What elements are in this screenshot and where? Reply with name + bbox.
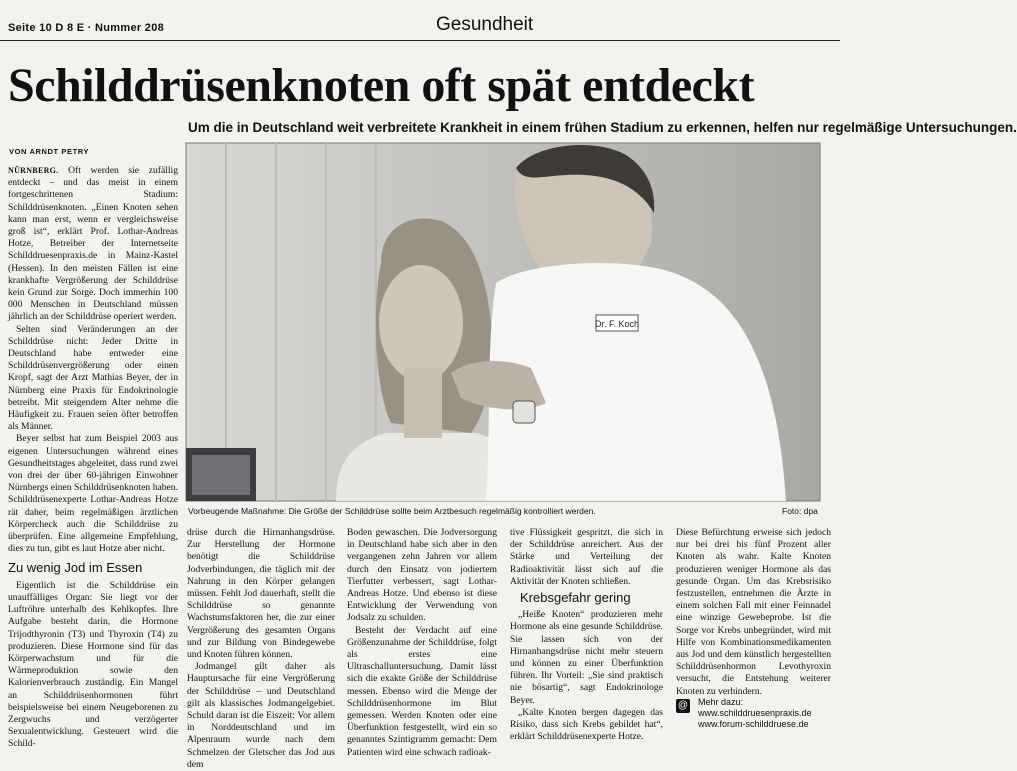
photo-caption: Vorbeugende Maßnahme: Die Größe der Schilddrüse sollte beim Arztbesuch regelmäßig kontrolliert werden. [188, 506, 596, 516]
link-schilddruesenpraxis[interactable]: www.schilddruesenpraxis.de [698, 708, 812, 718]
paragraph: Boden gewaschen. Die Jodversorgung in Deutschland habe sich aber in den vergangenen zehn Jahren vor allem durch den Einsatz von jodiertem Tierfutter verbessert, sagt Lothar-Andreas Hotze. Und ebenso ist diese Entwicklung der Verwendung von Jodsalz zu schulden. [347, 527, 497, 624]
at-sign-icon: @ [677, 700, 689, 711]
photo-illustration [186, 143, 820, 501]
column-5 [676, 527, 831, 695]
subheading: Zu wenig Jod im Essen [8, 559, 143, 575]
article-photo [186, 143, 820, 501]
byline: VON ARNDT PETRY [9, 147, 90, 156]
dateline: NÜRNBERG. [8, 166, 59, 175]
link-forum-schilddruese[interactable]: www.forum-schilddruese.de [698, 719, 809, 729]
paragraph: Eigentlich ist die Schilddrüse ein unauffälliges Organ: Sie liegt vor der Luftröhre unterhalb des Kehlkopfes. Ihre Aufgabe besteht darin, die Hormone Trijodthyronin (T3) und Thyroxin (T4) zu produzieren. Diese Hormone sind für das Körperwachstum und für die Wärmeproduktion sowie den Kalorienverbrauch zuständig. Ein Mangel an Schilddrüsenhormonen führt beispielsweise bei einem Neugeborenen zu Zergwuchs und verzögerter Sexualentwicklung. Gesteuert wird die Schild- [8, 579, 178, 750]
headline: Schilddrüsenknoten oft spät entdeckt [8, 59, 755, 112]
more-info-text [698, 697, 836, 730]
doctor-name-tag: Dr. F. Koch [594, 319, 640, 329]
paragraph: Jodmangel gilt daher als Hauptursache für eine Vergrößerung der Schilddrüse – und Deutschland gilt als klassisches Jodmangelgebiet. Schuld daran ist die Eiszeit: Vor allem in Norddeutschland und im Alpenraum wurde nach dem Schmelzen der Gletscher das Jod aus dem [187, 661, 335, 770]
subheading: Krebsgefahr gering [520, 590, 631, 606]
subheadline [188, 120, 1017, 135]
paragraph: Besteht der Verdacht auf eine Größenzunahme der Schilddrüse, folgt als erstes eine Ultraschalluntersuchung. Damit lässt sich die exakte Größe der Schilddrüse messen. Ebenso wird die Menge der Schilddrüsenhormone im Blut gemessen. Werden Knoten oder eine Überfunktion festgestellt, wird ein so genanntes Szintigramm gemacht: Dem Patienten wird eine schwach radioak- [347, 624, 497, 758]
more-info-box [676, 697, 836, 730]
column-3 [347, 527, 497, 758]
section-title: Gesundheit [436, 14, 534, 35]
paragraph: „Kalte Knoten bergen dagegen das Risiko, dass sich Krebs gebildet hat“, erklärt Schilddrüsenexperte Hotze. [510, 706, 663, 743]
photo-credit: Foto: dpa [782, 506, 818, 516]
subheadline-text: Um die in Deutschland weit verbreitete Krankheit in einem frühen Stadium zu erkennen, helfen nur regelmäßige Untersuchungen. [188, 120, 1017, 135]
paragraph: Diese Befürchtung erweise sich jedoch nur bei drei bis fünf Prozent aller Knoten als wahr. Kalte Knoten produzieren weniger Hormone als das gesunde Organ. Um das Krebsrisiko festzustellen, entnehmen die Ärzte in einem solchen Fall mit einer Feinnadel eine winzige Gewebeprobe. Ist die Sorge vor Krebs unbegründet, wird mit Hilfe von Kombinationsmedikamenten aus Jod und dem künstlich hergestellten Schilddrüsenhormon Levothyroxin versucht, die Entstehung weiterer Knoten zu verhindern. [676, 527, 831, 697]
paragraph: tive Flüssigkeit gespritzt, die sich in der Schilddrüse anreichert. Aus der Stärke und Verteilung der Radioaktivität lässt sich auf die Aktivität der Knoten schließen. [510, 527, 663, 587]
paragraph [8, 165, 178, 324]
paragraph: „Heiße Knoten“ produzieren mehr Hormone als eine gesunde Schilddrüse. Sie lassen sich von der Hirnanhangsdrüse nicht mehr steuern und können zu einer Überfunktion führen. Ihr Vorteil: „Sie sind praktisch nie bösartig“, sagt Endokrinologe Beyer. [510, 609, 663, 706]
column-1 [8, 165, 178, 750]
more-info-label: Mehr dazu: [698, 697, 744, 707]
paragraph: Beyer selbst hat zum Beispiel 2003 aus eigenen Untersuchungen während eines Gesundheitstages abgeleitet, dass rund zwei von drei der über 60-jährigen Einwohner Nürnbergs einen Schilddrüsenknoten haben. Schilddrüsenexperte Lothar-Andreas Hotze rät daher, beim regelmäßigen ärztlichen Körpercheck auch die Schilddrüse zu überprüfen. Eine allgemeine Empfehlung, dies zu tun, gibt es laut Hotze aber nicht. [8, 433, 178, 555]
page-header [0, 0, 840, 40]
paragraph-text: Oft werden sie zufällig entdeckt – und das meist in einem fortgeschrittenen Stadium: Schilddrüsenknoten. „Einen Knoten sehen kann man erst, wenn er vergleichsweise groß ist“, erklärt Prof. Lothar-Andreas Hotze, Betreiber der Internetseite Schilddruesenpraxis.de in Mainz-Kastel (Hessen). In den meisten Fällen ist eine krankhafte Vergrößerung der Schilddrüse kein Grund zur Sorge. Doch immerhin 100 000 Menschen in Deutschland müssen jährlich an der Schilddrüse operiert werden. [8, 165, 178, 323]
page-info: Seite 10 D 8 E · Nummer 208 [8, 22, 165, 34]
paragraph: Selten sind Veränderungen an der Schilddrüse nicht: Jeder Dritte in Deutschland habe entweder eine Schilddrüsenvergrößerung oder einen Kropf, sagt der Arzt Mathias Beyer, der in Nürnberg eine Praxis für Endokrinologie betreibt. Mit steigendem Alter nehme die Häufigkeit zu. Frauen seien öfter betroffen als Männer. [8, 323, 178, 433]
column-2 [187, 527, 335, 770]
header-rule [0, 40, 840, 41]
paragraph: drüse durch die Hirnanhangsdrüse. Zur Herstellung der Hormone benötigt die Schilddrüse Jodverbindungen, die täglich mit der Nahrung in den Körper gelangen müssen. Fehlt Jod dauerhaft, stellt die Schilddrüse so genannte Wachstumsfaktoren her, die zur einer Vergrößerung des gesamten Organs und zur Bildung von Bindegewebe und Knoten führen können. [187, 527, 335, 661]
column-4 [510, 527, 663, 742]
